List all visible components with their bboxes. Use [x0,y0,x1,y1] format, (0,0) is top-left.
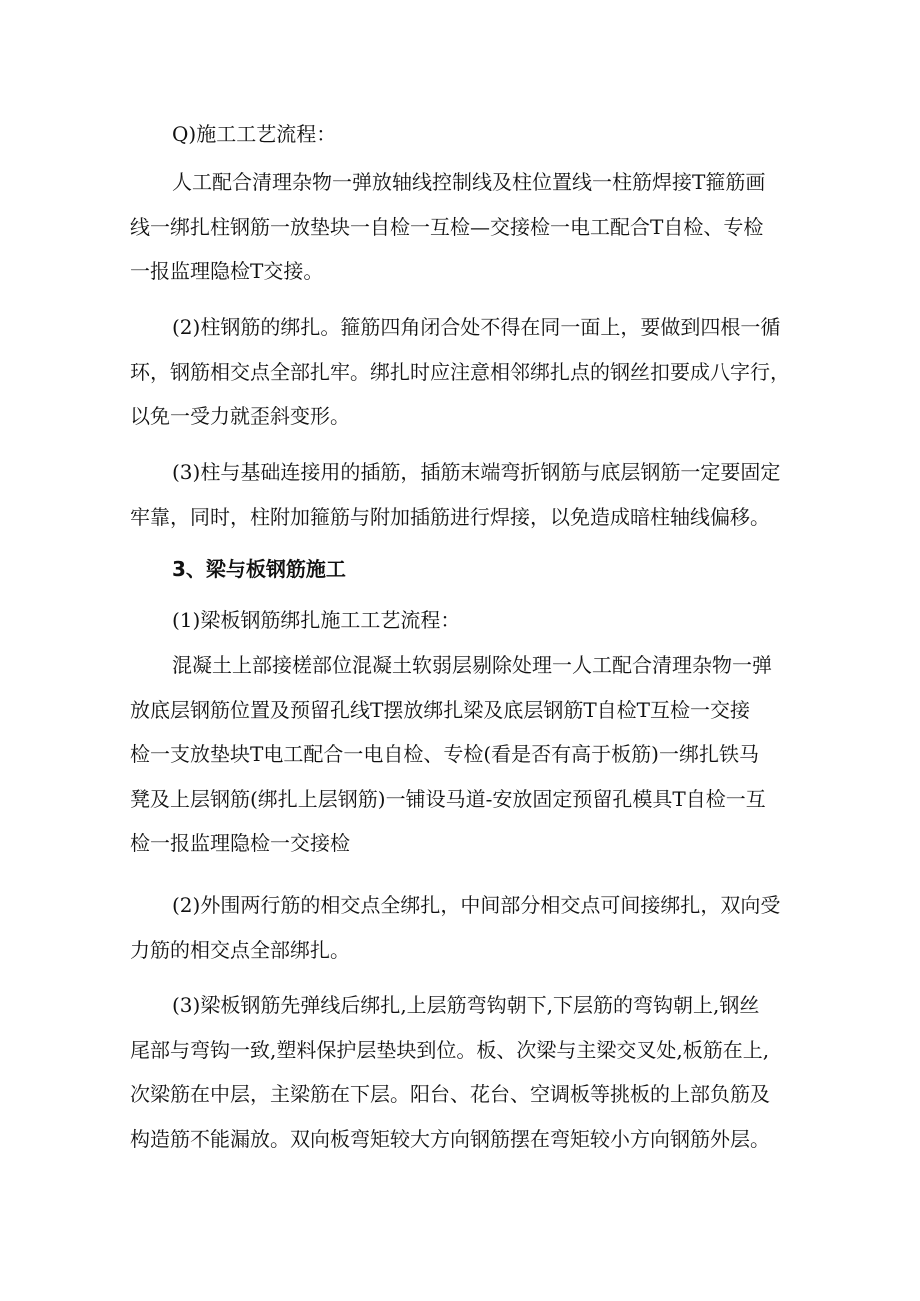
text-line: 凳及上层钢筋(绑扎上层钢筋)一铺设马道-安放固定预留孔模具T自检一互 [130,786,766,811]
beam-slab-flow-title [130,598,790,643]
text-line: 环，钢筋相交点全部扎牢。绑扎时应注意相邻绑扎点的钢丝扣要成八字行， [130,359,790,384]
text-line: (2)外围两行筋的相交点全绑扎，中间部分相交点可间接绑扎，双向受 [172,893,781,917]
text-line: 力筋的相交点全部绑扎。 [130,937,350,962]
text-line: 检一支放垫块T电工配合一电自检、专检(看是否有高于板筋)一绑扎铁马 [130,742,759,766]
text-line: (3)梁板钢筋先弹线后绑扎,上层筋弯钩朝下,下层筋的弯钩朝上,钢丝 [172,993,760,1017]
section-heading: 3、梁与板钢筋施工 [172,557,346,581]
column-foundation-connection [130,450,790,539]
text-line: Q)施工工艺流程： [172,122,337,146]
text-line: 次梁筋在中层，主梁筋在下层。阳台、花台、空调板等挑板的上部负筋及 [130,1082,770,1106]
column-rebar-binding [130,305,790,439]
process-flow-title [130,112,790,157]
text-line: (1)梁板钢筋绑扎施工工艺流程： [172,608,461,632]
text-line: 尾部与弯钩一致,塑料保护层垫块到位。板、次梁与主梁交叉处,板筋在上, [130,1037,770,1062]
text-line: 以免一受力就歪斜变形。 [130,404,350,428]
text-line: 构造筋不能漏放。双向板弯矩较大方向钢筋摆在弯矩较小方向钢筋外层。 [130,1126,770,1151]
text-line: 放底层钢筋位置及预留孔线T摆放绑扎梁及底层钢筋T自检T互检一交接 [130,697,751,722]
text-line: (3)柱与基础连接用的插筋，插筋末端弯折钢筋与底层钢筋一定要固定 [172,460,781,484]
text-line: 牢靠，同时，柱附加箍筋与附加插筋进行焊接，以免造成暗柱轴线偏移。 [130,504,770,529]
beam-slab-binding-rules [130,983,790,1161]
outer-rebar-binding [130,883,790,972]
text-line: (2)柱钢筋的绑扎。箍筋四角闭合处不得在同一面上，要做到四根一循 [172,315,781,339]
text-line: 混凝土上部接槎部位混凝土软弱层剔除处理一人工配合清理杂物一弹 [172,653,772,677]
text-line: 检一报监理隐检一交接检 [130,831,350,855]
text-line: 人工配合清理杂物一弹放轴线控制线及柱位置线一柱筋焊接T箍筋画 [172,170,766,194]
text-line: 线一绑扎柱钢筋一放垫块一自检一互检—交接检一电工配合T自检、专检 [130,214,764,239]
beam-slab-process-flow [130,643,790,866]
column-process-flow [130,160,790,294]
text-line: 一报监理隐检T交接。 [130,259,324,283]
